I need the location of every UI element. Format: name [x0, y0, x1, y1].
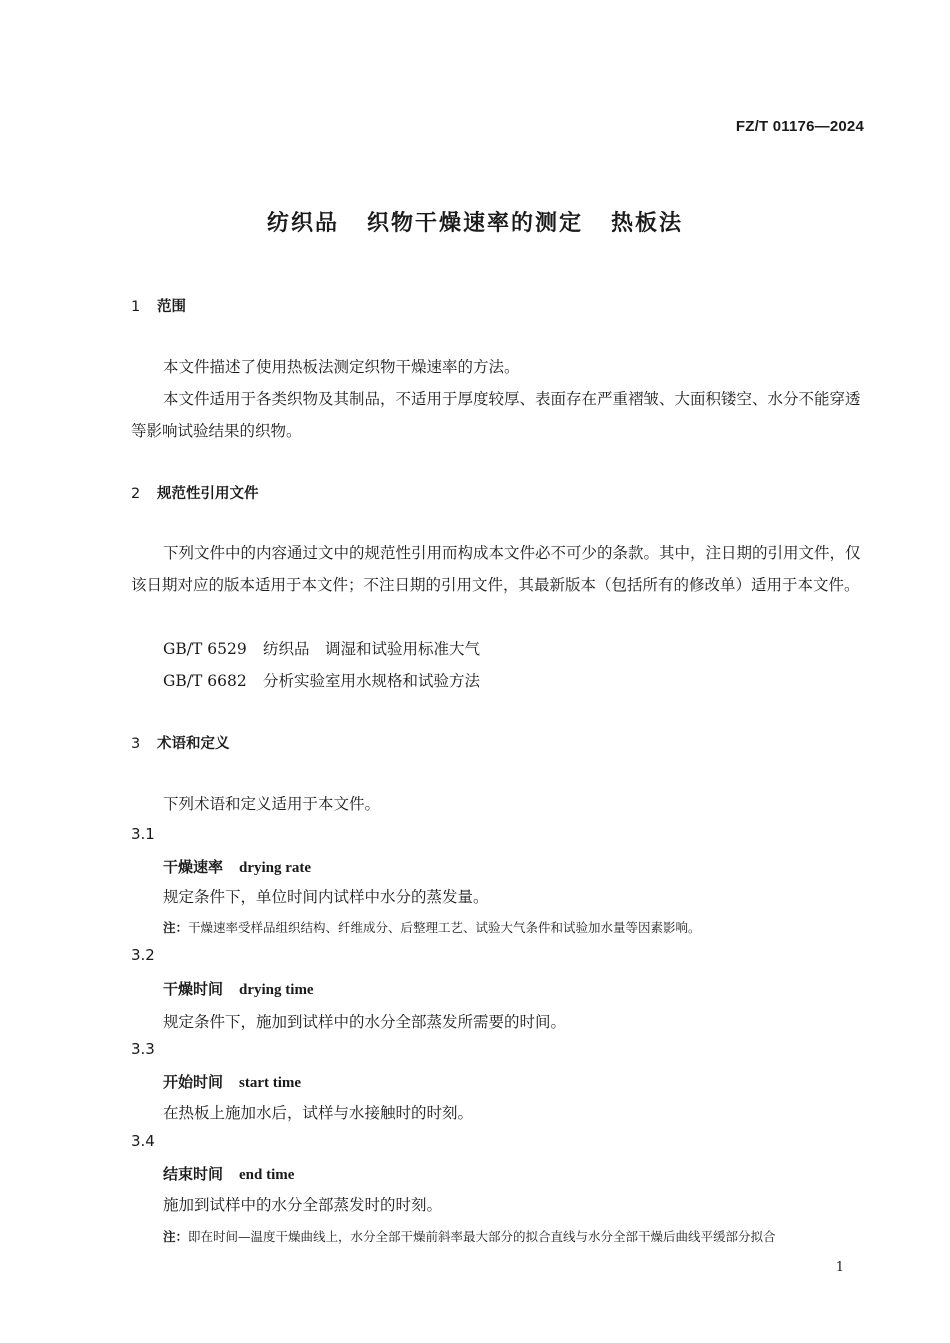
term-number: 3.1 — [131, 825, 155, 843]
term-english: end time — [239, 1167, 295, 1183]
reference-code: GB/T 6529 — [163, 640, 247, 658]
term-definition: 在热板上施加水后，试样与水接触时的时刻。 — [163, 1104, 474, 1122]
normative-paragraph — [131, 537, 865, 601]
section-title: 术语和定义 — [157, 736, 230, 752]
term-heading — [163, 1163, 294, 1184]
term-english: start time — [239, 1075, 302, 1091]
section-heading-scope — [131, 295, 186, 316]
section-number: 1 — [131, 299, 141, 315]
title-part-3: 热板法 — [611, 211, 684, 236]
scope-paragraph-1 — [131, 351, 865, 383]
title-part-2: 织物干燥速率的测定 — [366, 211, 583, 236]
reference-title: 纺织品 调湿和试验用标准大气 — [263, 640, 481, 658]
scope-paragraph-2 — [131, 383, 865, 447]
paragraph-text: 本文件描述了使用热板法测定织物干燥速率的方法。 — [163, 358, 520, 376]
term-chinese: 干燥速率 — [163, 858, 224, 876]
section-number: 2 — [131, 486, 141, 502]
term-heading — [163, 978, 314, 999]
term-heading — [163, 1071, 301, 1092]
paragraph-text: 下列文件中的内容通过文中的规范性引用而构成本文件必不可少的条款。其中，注日期的引用文件，仅该日期对应的版本适用于本文件；不注日期的引用文件，其最新版本（包括所有的修改单）适用于本文件。 — [131, 544, 861, 594]
terms-intro: 下列术语和定义适用于本文件。 — [163, 795, 381, 813]
note-label: 注： — [163, 1229, 189, 1244]
section-heading-terms — [131, 732, 230, 753]
term-note — [163, 918, 701, 936]
term-note — [163, 1227, 776, 1245]
reference-code: GB/T 6682 — [163, 672, 247, 690]
page-number: 1 — [835, 1260, 844, 1275]
document-title — [0, 206, 950, 237]
term-number: 3.4 — [131, 1132, 155, 1150]
term-english: drying time — [239, 982, 314, 998]
term-english: drying rate — [239, 860, 312, 876]
reference-title: 分析实验室用水规格和试验方法 — [263, 672, 481, 690]
title-part-1: 纺织品 — [266, 211, 339, 236]
note-text: 即在时间—温度干燥曲线上，水分全部干燥前斜率最大部分的拟合直线与水分全部干燥后曲线平缓部分拟合 — [188, 1229, 776, 1244]
note-text: 干燥速率受样品组织结构、纤维成分、后整理工艺、试验大气条件和试验加水量等因素影响。 — [188, 920, 701, 935]
term-definition: 施加到试样中的水分全部蒸发时的时刻。 — [163, 1196, 443, 1214]
section-number: 3 — [131, 736, 141, 752]
term-definition: 规定条件下，单位时间内试样中水分的蒸发量。 — [163, 888, 489, 906]
section-title: 范围 — [157, 299, 186, 315]
term-chinese: 开始时间 — [163, 1073, 224, 1091]
standard-code: FZ/T 01176—2024 — [735, 118, 864, 135]
term-number: 3.2 — [131, 946, 155, 964]
section-heading-normative — [131, 482, 259, 503]
term-number: 3.3 — [131, 1040, 155, 1058]
paragraph-text: 本文件适用于各类织物及其制品，不适用于厚度较厚、表面存在严重褶皱、大面积镂空、水分不能穿透等影响试验结果的织物。 — [131, 390, 861, 440]
section-title: 规范性引用文件 — [157, 486, 259, 502]
term-chinese: 结束时间 — [163, 1165, 224, 1183]
term-definition: 规定条件下，施加到试样中的水分全部蒸发所需要的时间。 — [163, 1013, 567, 1031]
reference-item — [163, 637, 480, 659]
term-chinese: 干燥时间 — [163, 980, 224, 998]
note-label: 注： — [163, 920, 189, 935]
reference-item — [163, 669, 480, 691]
term-heading — [163, 856, 311, 877]
